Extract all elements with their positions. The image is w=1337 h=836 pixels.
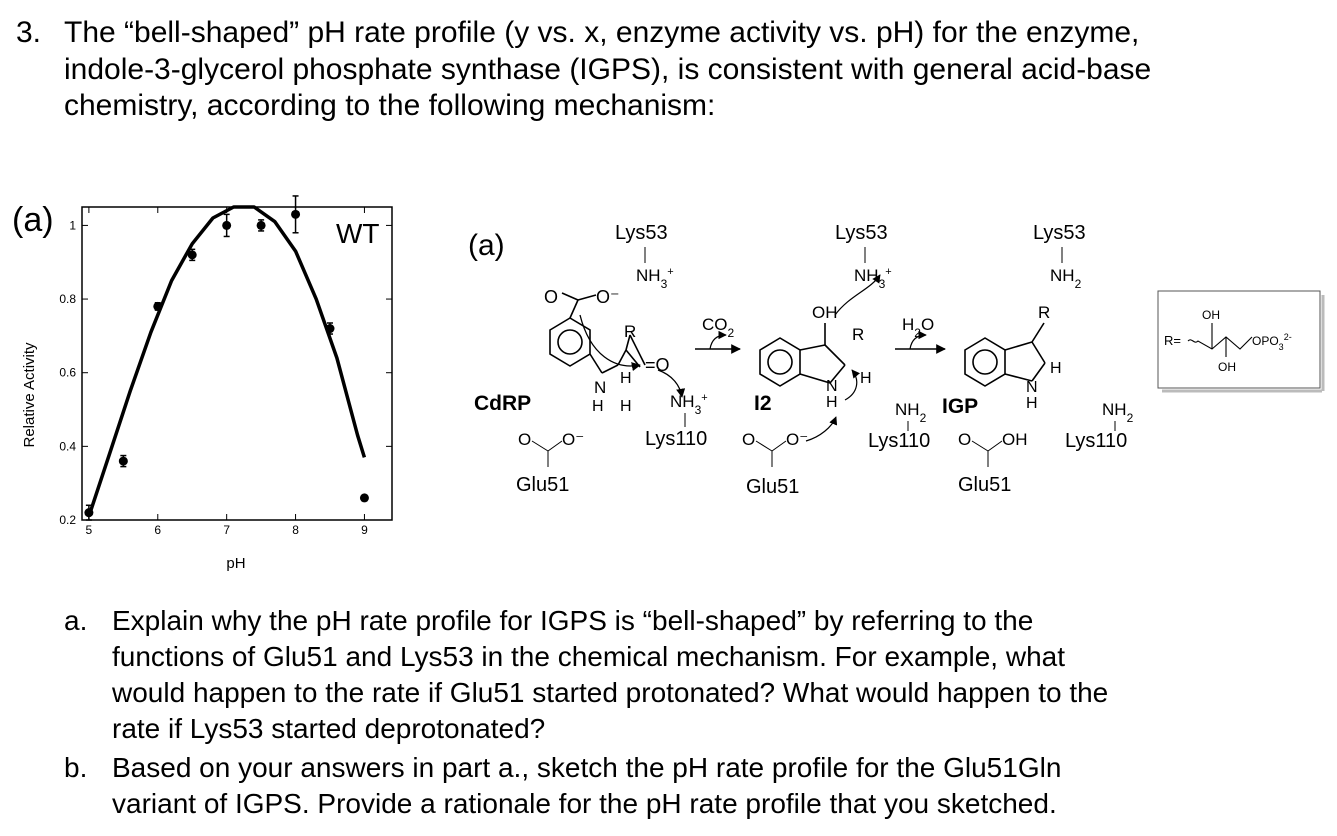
- bond: [532, 441, 548, 451]
- subquestion-b-line-2: variant of IGPS. Provide a rationale for the pH rate profile that you sketched.: [112, 788, 1057, 819]
- indoline-ring-icon: [760, 323, 845, 386]
- subquestion-a-line-2: functions of Glu51 and Lys53 in the chemical mechanism. For example, what: [112, 641, 1065, 672]
- h2o-release-arrow: [910, 335, 926, 349]
- data-point: [153, 302, 162, 311]
- nh3-lys110-label-1: $NH_3^+$: [670, 392, 708, 417]
- question-line-3: chemistry, according to the following mechanism:: [64, 89, 716, 122]
- glu51-o-label: O: [518, 430, 532, 449]
- electron-arrow: [845, 370, 857, 400]
- h-label: H: [592, 398, 604, 415]
- indole-ring-icon: [965, 323, 1045, 386]
- bond: [756, 441, 772, 451]
- r-group-opo3: $OPO_3^{2-}$: [1252, 332, 1292, 352]
- r-group-oh-bottom: OH: [1218, 360, 1236, 374]
- data-point: [119, 457, 128, 466]
- electron-arrow: [806, 417, 836, 441]
- h-label: H: [620, 398, 632, 415]
- glu51-label-3: Glu51: [958, 474, 1012, 496]
- r-label-1: R: [624, 322, 637, 341]
- glu51-o-minus-label: O⁻: [562, 430, 585, 449]
- wt-label: WT: [336, 218, 380, 249]
- bond: [972, 441, 988, 451]
- oh-label-glu51: OH: [1002, 430, 1028, 449]
- subquestion-a-line-4: rate if Lys53 started deprotonated?: [112, 713, 546, 744]
- data-point: [84, 508, 93, 517]
- x-tick-label: 6: [154, 523, 162, 537]
- glu51-label-2: Glu51: [746, 476, 800, 498]
- igp-label: IGP: [942, 395, 979, 418]
- x-tick-label: 9: [361, 523, 368, 537]
- x-axis-label: pH: [226, 555, 246, 572]
- lys53-label-2: Lys53: [835, 222, 888, 244]
- n-label: N: [826, 378, 838, 395]
- h-label: H: [620, 370, 632, 387]
- lys110-label-2: Lys110: [868, 430, 931, 452]
- h-label: H: [826, 394, 838, 411]
- glu51-label-1: Glu51: [516, 474, 570, 496]
- r-label-3: R: [1038, 303, 1051, 322]
- plot-frame: [82, 207, 392, 520]
- h-label: H: [860, 370, 872, 387]
- subquestion-a-line-1: Explain why the pH rate profile for IGPS is “bell-shaped” by referring to the: [112, 605, 1034, 636]
- lys110-label-3: Lys110: [1065, 430, 1128, 452]
- ph-rate-profile-figure: [0, 195, 420, 580]
- y-tick-label: 0.4: [59, 439, 76, 454]
- o-minus-label: O⁻: [596, 287, 620, 307]
- nh2-lys110-label-2: $NH_2$: [895, 400, 927, 425]
- subquestion-b-letter: b.: [64, 752, 88, 783]
- y-tick-label: 0.2: [59, 513, 76, 527]
- h2o-label: $H_2O$: [902, 315, 935, 340]
- bond: [548, 441, 562, 451]
- figure-panel-label: (a): [12, 201, 54, 239]
- mechanism-scheme: [440, 205, 1335, 515]
- x-tick-label: 7: [223, 523, 231, 537]
- h-label: H: [1026, 395, 1038, 412]
- n-label: N: [1026, 379, 1038, 396]
- nh2-lys110-label-3: $NH_2$: [1102, 400, 1134, 425]
- oh-label-i2: OH: [812, 303, 838, 322]
- mechanism-panel-label: (a): [468, 229, 505, 262]
- nh3-label-1: $NH_3^+$: [636, 266, 674, 291]
- subquestion-b-line-1: Based on your answers in part a., sketch the pH rate profile for the Glu51Gln: [112, 752, 1062, 783]
- lys53-label-3: Lys53: [1033, 222, 1086, 244]
- bond: [988, 441, 1002, 451]
- y-tick-label: 1: [69, 218, 76, 233]
- co2-label: $CO_2$: [702, 315, 735, 340]
- cdrp-label: CdRP: [474, 392, 532, 415]
- n-label: N: [594, 378, 607, 397]
- data-point: [188, 250, 197, 259]
- data-point: [360, 493, 369, 502]
- glu51-o-minus-label: O⁻: [786, 430, 809, 449]
- y-tick-label: 0.8: [59, 292, 76, 307]
- r-label-2: R: [852, 325, 865, 344]
- data-point: [222, 221, 231, 230]
- o-label: O: [544, 287, 559, 307]
- lys53-label-1: Lys53: [615, 222, 668, 244]
- bond: [772, 441, 786, 451]
- glu51-o-label: O: [958, 430, 972, 449]
- subquestion-a-letter: a.: [64, 605, 88, 636]
- y-axis-label: Relative Activity: [21, 342, 38, 448]
- data-point: [326, 324, 335, 333]
- question-line-1: The “bell-shaped” pH rate profile (y vs. x, enzyme activity vs. pH) for the enzyme,: [64, 16, 1140, 49]
- h-label: H: [1050, 360, 1062, 377]
- lys110-label-1: Lys110: [645, 428, 708, 450]
- question-line-2: indole-3-glycerol phosphate synthase (IGPS), is consistent with general acid-base: [64, 53, 1152, 86]
- fit-curve: [89, 207, 365, 516]
- nh3-label-2: $NH_3^+$: [854, 266, 892, 291]
- x-tick-label: 8: [292, 523, 299, 537]
- r-group-prefix: R=: [1164, 333, 1181, 348]
- data-point: [291, 210, 300, 219]
- data-point: [257, 221, 266, 230]
- glu51-o-label: O: [742, 430, 756, 449]
- x-tick-label: 5: [85, 523, 93, 537]
- question-number: 3.: [16, 16, 42, 49]
- r-group-oh-top: OH: [1202, 308, 1220, 322]
- subquestion-a-line-3: would happen to the rate if Glu51 started protonated? What would happen to the: [112, 677, 1109, 708]
- o-label: =O: [645, 355, 670, 375]
- y-tick-label: 0.6: [59, 365, 76, 380]
- nh2-label-3: $NH_2$: [1050, 266, 1082, 291]
- co2-release-arrow: [710, 335, 726, 349]
- r-group-box: [1158, 291, 1323, 391]
- i2-label: I2: [754, 392, 772, 415]
